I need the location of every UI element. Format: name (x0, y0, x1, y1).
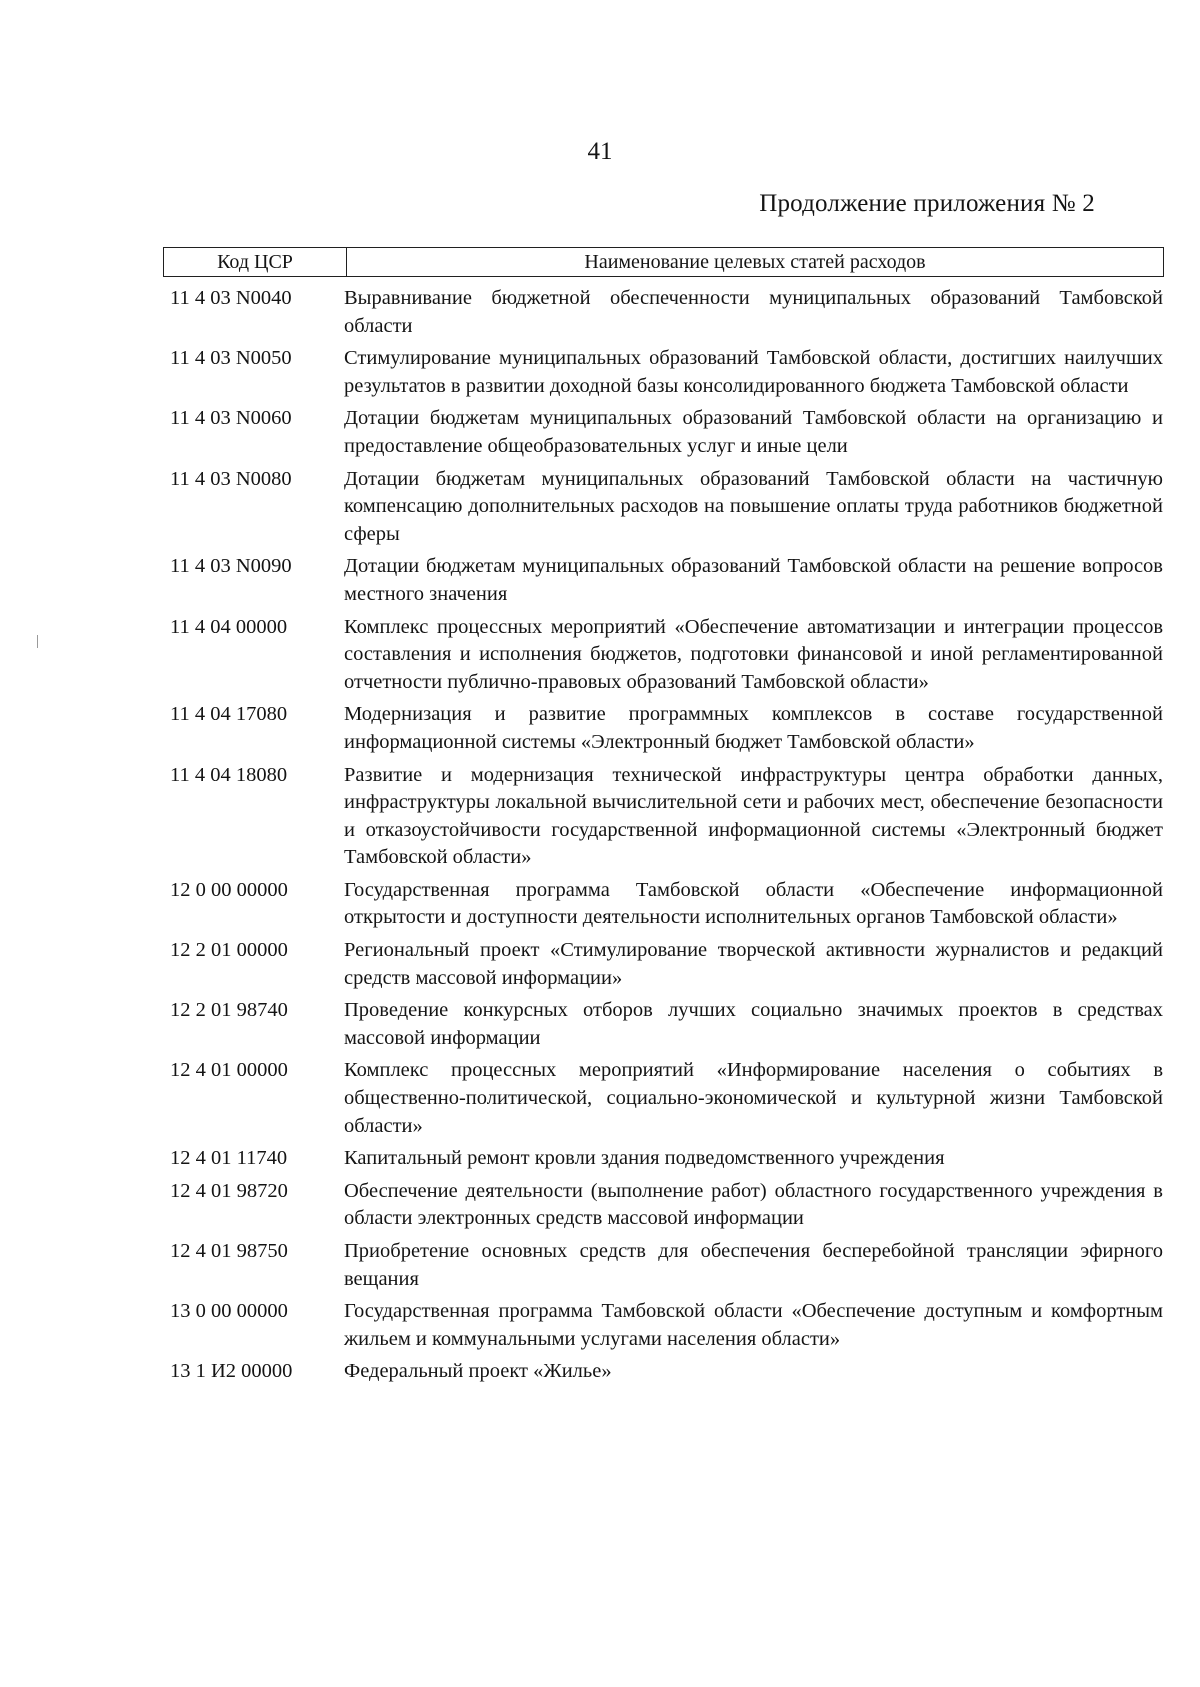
table-body (170, 285, 1163, 1391)
row-name: Дотации бюджетам муниципальных образований Тамбовской области на организацию и предоставление общеобразовательных услуг и иные цели (344, 407, 1163, 457)
table-row (170, 1178, 1163, 1233)
row-code: 11 4 03 N0090 (170, 555, 292, 578)
header-name-column: Наименование целевых статей расходов (584, 251, 926, 273)
row-code: 11 4 04 18080 (170, 763, 288, 786)
table-row (170, 997, 1163, 1052)
appendix-continuation-note: Продолжение приложения № 2 (759, 190, 1095, 217)
table-row (170, 762, 1163, 872)
row-code: 11 4 03 N0050 (170, 347, 292, 370)
row-name: Дотации бюджетам муниципальных образований Тамбовской области на частичную компенсацию дополнительных расходов на повышение оплаты труда работников бюджетной сферы (344, 467, 1163, 545)
table-row (170, 1358, 1163, 1386)
table-row (170, 1298, 1163, 1353)
table-row (170, 345, 1163, 400)
row-code: 12 0 00 00000 (170, 878, 288, 901)
row-name: Комплекс процессных мероприятий «Информирование населения о событиях в общественно-политической, социально-экономической и культурной жизни Тамбовской области» (344, 1059, 1163, 1137)
row-code: 13 1 И2 00000 (170, 1360, 293, 1383)
table-row (170, 285, 1163, 340)
row-code: 11 4 04 17080 (170, 703, 288, 726)
row-code: 12 2 01 98740 (170, 999, 288, 1022)
row-name: Обеспечение деятельности (выполнение работ) областного государственного учреждения в области электронных средств массовой информации (344, 1179, 1163, 1230)
row-code: 11 4 04 00000 (170, 615, 288, 638)
row-code: 11 4 03 N0040 (170, 287, 292, 309)
table-row (170, 405, 1163, 460)
table-header (163, 247, 1164, 277)
row-name: Выравнивание бюджетной обеспеченности муниципальных образований Тамбовской области (344, 287, 1163, 337)
row-code: 12 4 01 98720 (170, 1179, 288, 1202)
row-code: 12 2 01 00000 (170, 939, 288, 962)
table-row (170, 937, 1163, 992)
row-name: Государственная программа Тамбовской области «Обеспечение информационной открытости и доступности деятельности исполнительных органов Тамбовской области» (344, 878, 1163, 929)
row-name: Дотации бюджетам муниципальных образований Тамбовской области на решение вопросов местного значения (344, 555, 1163, 605)
scan-margin-mark (37, 635, 38, 648)
row-name: Проведение конкурсных отборов лучших социально значимых проектов в средствах массовой информации (344, 999, 1163, 1049)
table-row (170, 877, 1163, 932)
header-code-column: Код ЦСР (164, 248, 347, 276)
table-row (170, 1057, 1163, 1140)
row-name: Капитальный ремонт кровли здания подведомственного учреждения (344, 1147, 945, 1170)
row-code: 12 4 01 00000 (170, 1059, 288, 1082)
row-name: Развитие и модернизация технической инфраструктуры центра обработки данных, инфраструктуры локальной вычислительной сети и рабочих мест, обеспечение безопасности и отказоустойчивости государственной информационной системы «Электронный бюджет Тамбовской области» (344, 763, 1163, 869)
table-row (170, 553, 1163, 608)
row-name: Приобретение основных средств для обеспечения бесперебойной трансляции эфирного вещания (344, 1240, 1163, 1290)
row-name: Региональный проект «Стимулирование творческой активности журналистов и редакций средств массовой информации» (344, 939, 1163, 989)
row-code: 11 4 03 N0080 (170, 467, 292, 490)
row-name: Модернизация и развитие программных комплексов в составе государственной информационной системы «Электронный бюджет Тамбовской области» (344, 703, 1163, 753)
page-number: 41 (587, 138, 613, 165)
row-code: 13 0 00 00000 (170, 1300, 288, 1323)
row-code: 11 4 03 N0060 (170, 407, 292, 430)
row-code: 12 4 01 11740 (170, 1147, 288, 1170)
table-row (170, 614, 1163, 697)
table-row (170, 701, 1163, 756)
row-name: Комплекс процессных мероприятий «Обеспечение автоматизации и интеграции процессов составления и исполнения бюджетов, подготовки финансовой и иной регламентированной отчетности публично-правовых образований Тамбовской области» (344, 615, 1163, 693)
row-name: Федеральный проект «Жилье» (344, 1360, 612, 1383)
row-name: Стимулирование муниципальных образований Тамбовской области, достигших наилучших результатов в развитии доходной базы консолидированного бюджета Тамбовской области (344, 347, 1163, 397)
table-row (170, 1145, 1163, 1173)
row-name: Государственная программа Тамбовской области «Обеспечение доступным и комфортным жильем и коммунальными услугами населения области» (344, 1300, 1163, 1350)
row-code: 12 4 01 98750 (170, 1240, 288, 1262)
table-row (170, 1238, 1163, 1293)
table-row (170, 466, 1163, 549)
